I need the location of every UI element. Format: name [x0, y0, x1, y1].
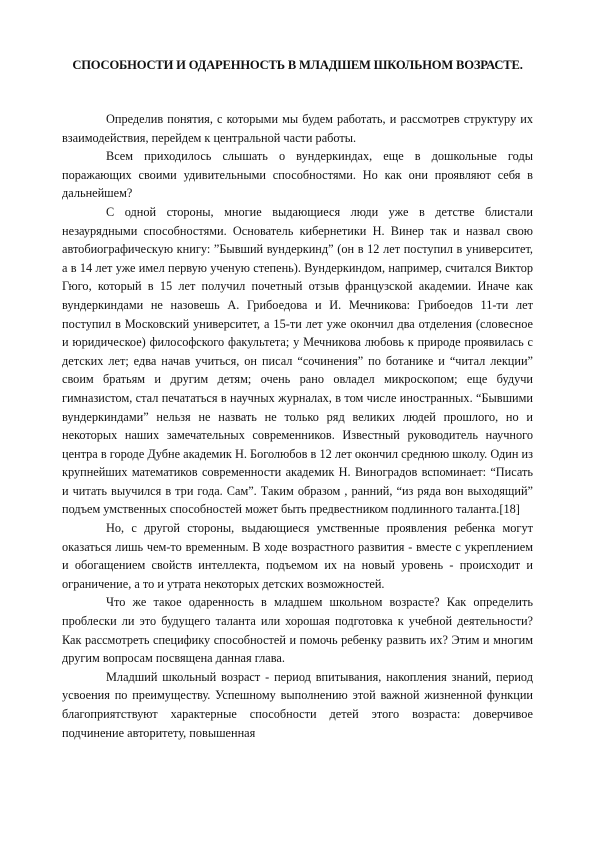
paragraph: Определив понятия, с которыми мы будем работать, и рассмотрев структуру их взаимодействия, перейдем к центральной части работы. [62, 112, 533, 145]
paragraph: Всем приходилось слышать о вундеркиндах, еще в дошкольные годы поражающих своими удивительными способностями. Но как они проявляют себя в дальнейшем? [62, 149, 533, 201]
document-body [62, 110, 533, 742]
paragraph: Что же такое одаренность в младшем школьном возрасте? Как определить проблески ли это будущего таланта или хорошая подготовка к учебной деятельности? Как рассмотреть специфику способностей и помочь ребенку развить их? Этим и многим другим вопросам посвящена данная глава. [62, 595, 533, 666]
paragraph: Но, с другой стороны, выдающиеся умственные проявления ребенка могут оказаться лишь чем-то временным. В ходе возрастного развития - вместе с укреплением и обогащением свойств интеллекта, подъемом их на новый уровень - происходит и ограничение, а то и утрата некоторых детских возможностей. [62, 521, 533, 591]
paragraph: С одной стороны, многие выдающиеся люди уже в детстве блистали незаурядными способностями. Основатель кибернетики Н. Винер так и назвал свою автобиографическую книгу: ”Бывший вундеркинд” (он в 12 лет поступил в университет, а в 14 лет уже имел первую ученую степень). Вундеркиндом, например, считался Виктор Гюго, который в 15 лет получил почетный отзыв французской академии. Иначе как вундеркиндами не назовешь А. Грибоедова и И. Мечникова: Грибоедов 11-ти лет поступил в Московский университет, а 15-ти лет уже окончил два отделения (словесное и юридическое) философского факультета; у Мечникова любовь к природе проявилась с детских лет; едва начав учиться, он писал “сочинения” по ботанике и “читал лекции” своим братьям и другим детям; очень рано овладел микроскопом; еще будучи гимназистом, стал печататься в научных журналах, в том числе иностранных. “Бывшими вундеркиндами” нельзя не назвать не только ряд великих людей прошлого, но и некоторых наших замечательных современников. Известный руководитель научного центра в городе Дубне академик Н. Боголюбов в 12 лет окончил среднюю школу. Один из крупнейших математиков современности академик Н. Виноградов вспоминает: “Писать и читать выучился в три года. Сам”. Таким образом , ранний, “из ряда вон выходящий” подъем умственных способностей может быть предвестником подлинного таланта.[18] [62, 204, 533, 517]
page-title: СПОСОБНОСТИ И ОДАРЕННОСТЬ В МЛАДШЕМ ШКОЛЬНОМ ВОЗРАСТЕ. [72, 58, 523, 72]
paragraph: Младший школьный возраст - период впитывания, накопления знаний, период усвоения по преимуществу. Успешному выполнению этой важной жизненной функции благоприятствуют характерные способности детей этого возраста: доверчивое подчинение авторитету, повышенная [62, 669, 533, 740]
